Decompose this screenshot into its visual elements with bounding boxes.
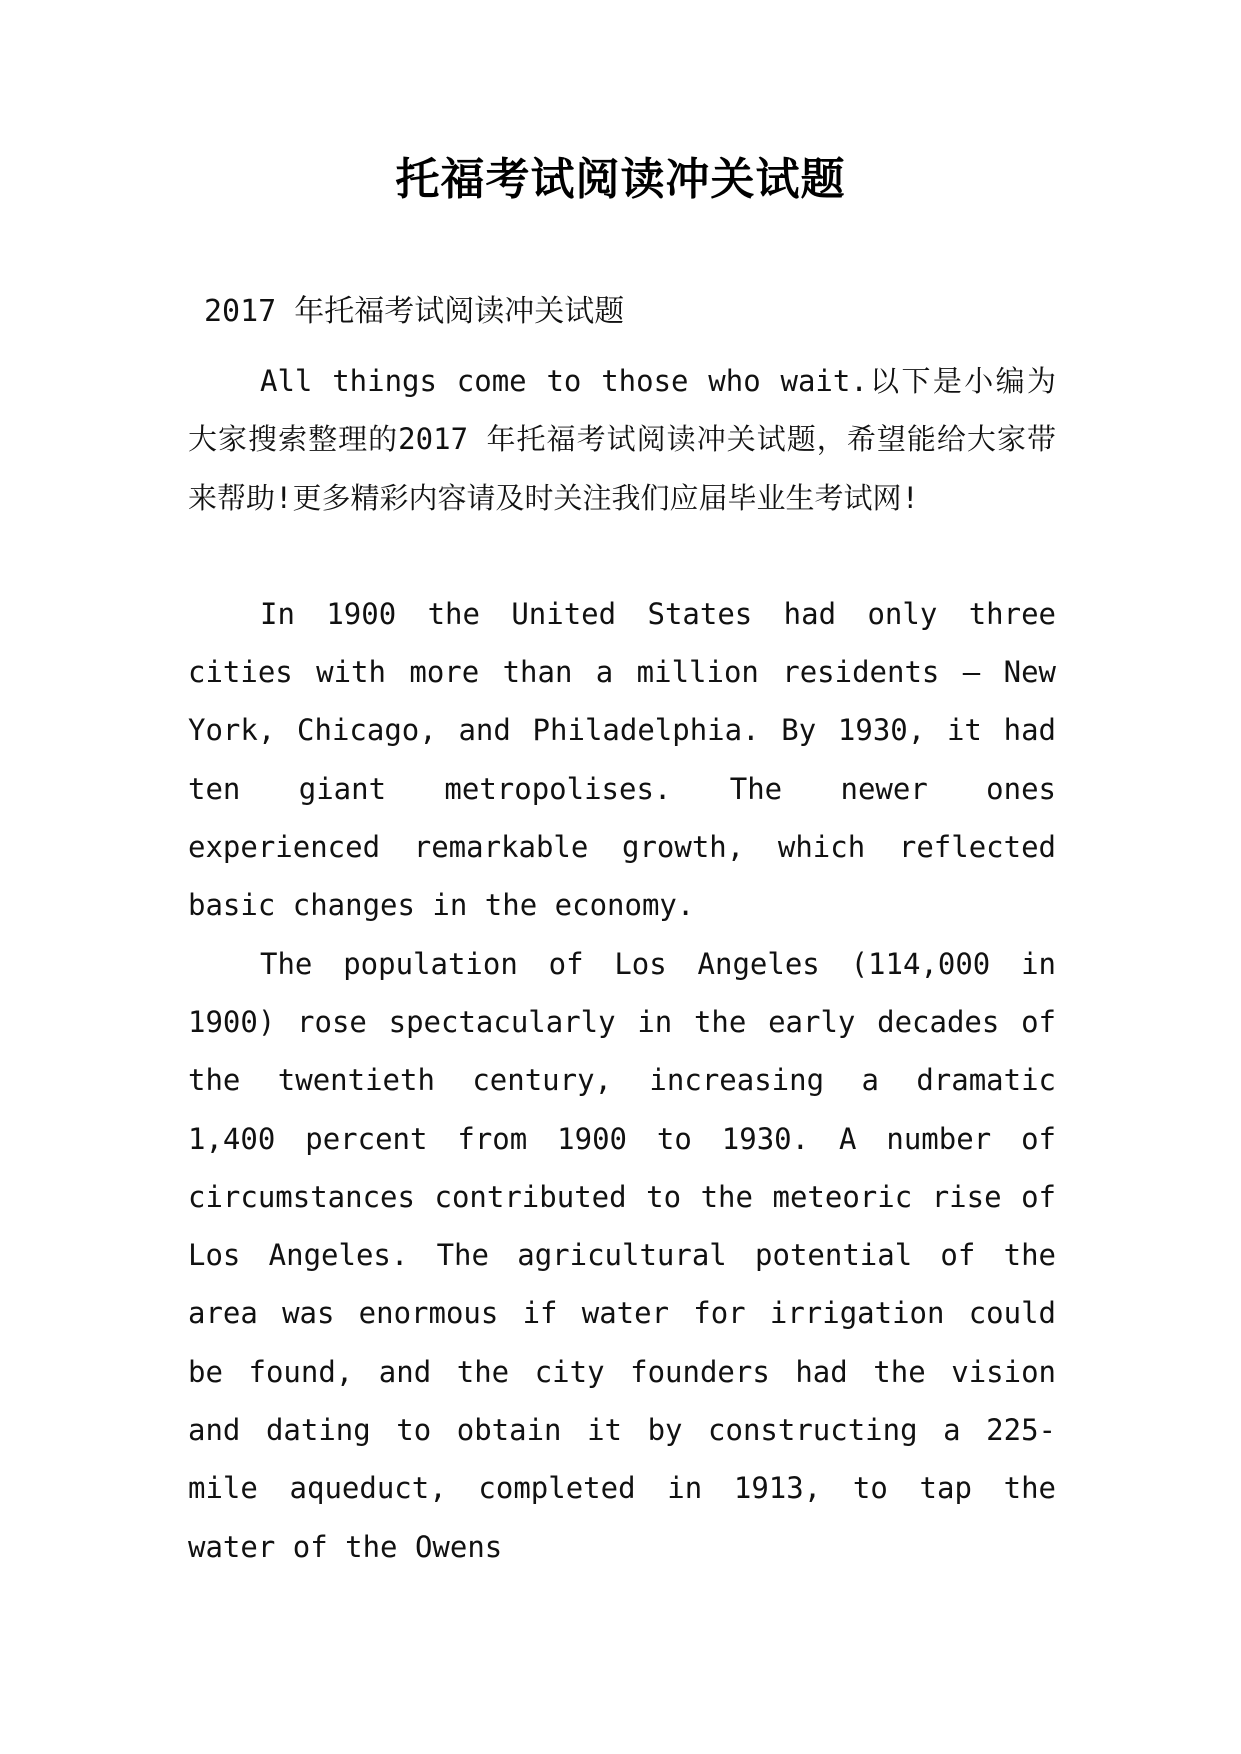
body-paragraph: The population of Los Angeles (114,000 in 1900) rose spectacularly in the early decades of the twentieth century, increasing a dramatic 1,400 percent from 1900 to 1930. A number of circumstances contributed to the meteoric rise of Los Angeles. The agricultural potential of the area was enormous if water for irrigation could be found, and the city founders had the vision and dating to obtain it by constructing a 225-mile aqueduct, completed in 1913, to tap the water of the Owens [188, 946, 1056, 1564]
document-body [188, 352, 1056, 1576]
document-subtitle: 2017 年托福考试阅读冲关试题 [204, 294, 625, 329]
document-title: 托福考试阅读冲关试题 [395, 154, 846, 205]
body-paragraph: In 1900 the United States had only three cities with more than a million residents — New York, Chicago, and Philadelphia. By 1930, it had ten giant metropolises. The newer ones experienced remarkable growth, which reflected basic changes in the economy. [188, 596, 1056, 923]
intro-paragraph: All things come to those who wait.以下是小编为大家搜索整理的2017 年托福考试阅读冲关试题，希望能给大家带来帮助!更多精彩内容请及时关注我们应届毕业生考试网! [188, 364, 1056, 515]
